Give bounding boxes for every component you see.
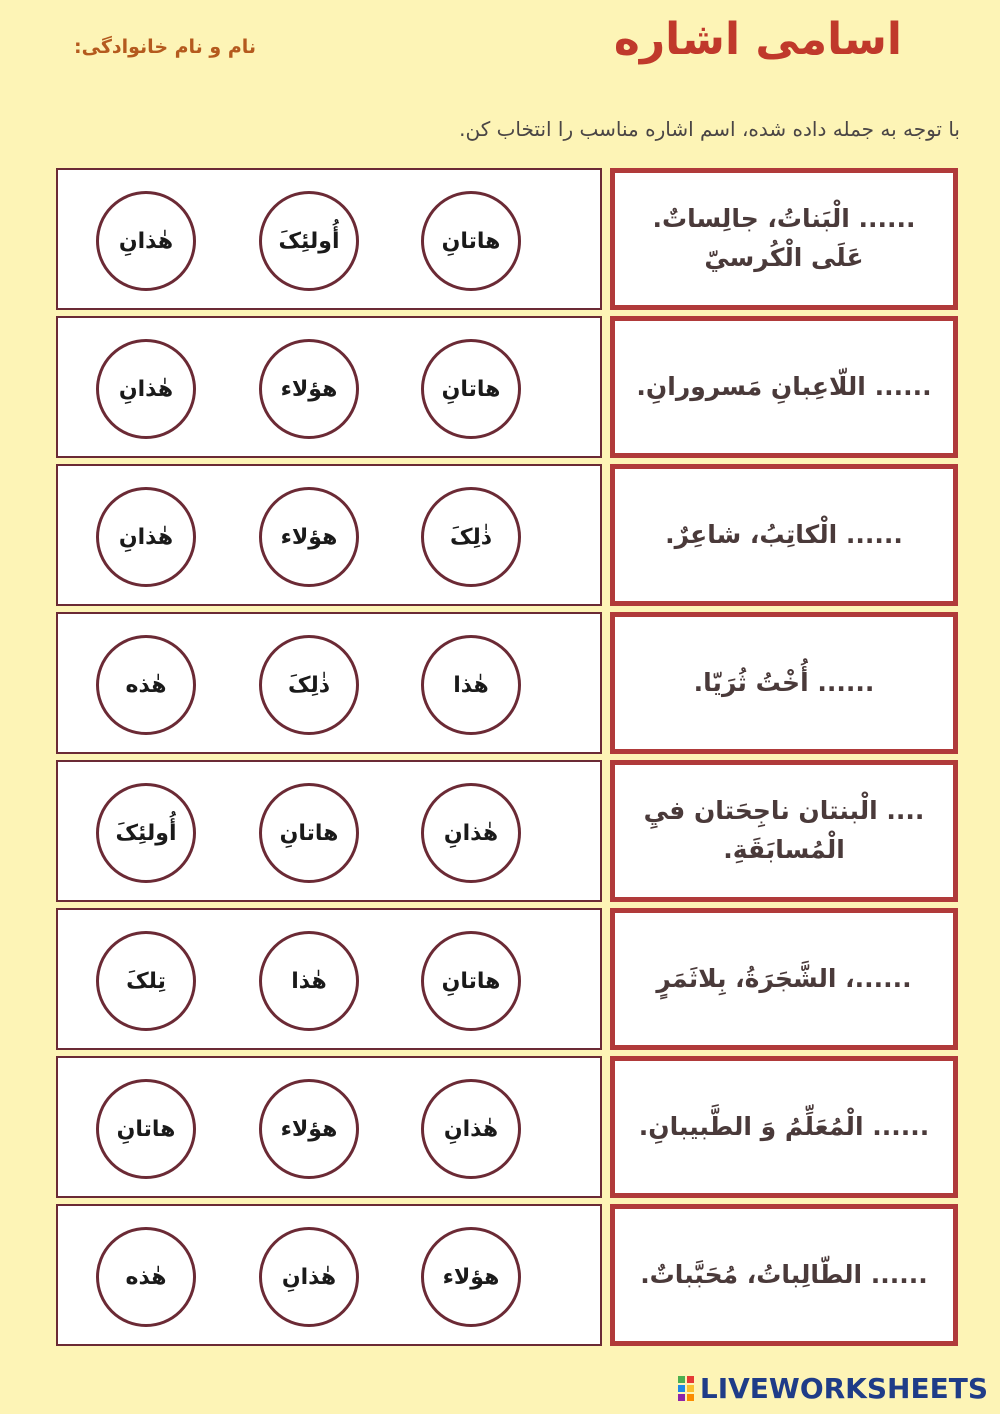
options-box [56,1056,602,1198]
answer-option-circle[interactable]: ذٰلِکَ [421,487,521,587]
answer-option-circle[interactable]: هؤلاء [259,487,359,587]
answer-option-circle[interactable]: هٰذانِ [96,487,196,587]
sentence-text: ...... الْبَناتُ، جالِساتٌ. عَلَی الْکُرسيّ [652,204,916,272]
answer-option-circle[interactable]: هاتانِ [96,1079,196,1179]
sentence-box [610,760,958,902]
sentence-box [610,1056,958,1198]
answer-option-circle[interactable]: ذٰلِکَ [259,635,359,735]
answer-option-circle[interactable]: هٰذانِ [96,339,196,439]
exercise-row [56,908,960,1050]
sentence-text: .... الْبنتان ناجِحَتان فيِ الْمُسابَقَةِ. [643,796,925,864]
sentence-text: ...... الْکاتِبُ، شاعِرٌ. [665,519,903,549]
exercise-row [56,1204,960,1346]
answer-option-circle[interactable]: هٰذانِ [96,191,196,291]
answer-option-circle[interactable]: هٰذانِ [259,1227,359,1327]
options-box [56,908,602,1050]
answer-option-circle[interactable]: أُولئِکَ [96,783,196,883]
sentence-text: ...... أُخْتُ ثُرَیّا. [693,667,875,697]
options-box [56,316,602,458]
answer-option-circle[interactable]: هٰذه [96,1227,196,1327]
sentence-text: ......، الشَّجَرَةُ، بِلاثَمَرٍ [656,963,912,993]
page-title: اسامی اشاره [613,14,902,65]
exercise-row [56,168,960,310]
answer-option-circle[interactable]: أُولئِکَ [259,191,359,291]
options-box [56,612,602,754]
sentence-box [610,612,958,754]
options-box [56,168,602,310]
options-box [56,760,602,902]
sentence-text: ...... الْمُعَلِّمُ وَ الطَّبیبانِ. [638,1111,930,1141]
sentence-box [610,168,958,310]
name-field-label: نام و نام خانوادگی: [74,36,257,58]
sentence-box [610,316,958,458]
answer-option-circle[interactable]: هؤلاء [259,339,359,439]
answer-option-circle[interactable]: هٰذه [96,635,196,735]
liveworksheets-logo-icon [678,1376,694,1401]
exercise-row [56,612,960,754]
sentence-text: ...... اللّاعِبانِ مَسرورانِ. [636,371,932,401]
answer-option-circle[interactable]: هٰذانِ [421,783,521,883]
exercise-row [56,760,960,902]
answer-option-circle[interactable]: هؤلاء [259,1079,359,1179]
answer-option-circle[interactable]: هؤلاء [421,1227,521,1327]
answer-option-circle[interactable]: هٰذا [259,931,359,1031]
instructions-text: با توجه به جمله داده شده، اسم اشاره مناسب را انتخاب کن. [459,117,960,141]
options-box [56,1204,602,1346]
answer-option-circle[interactable]: هاتانِ [421,191,521,291]
sentence-text: ...... الطّالِباتُ، مُحَبَّباتٌ. [640,1259,928,1289]
liveworksheets-logo [678,1372,988,1405]
logo-text: LIVEWORKSHEETS [699,1372,988,1405]
options-box [56,464,602,606]
exercise-row [56,316,960,458]
answer-option-circle[interactable]: هٰذانِ [421,1079,521,1179]
exercise-row [56,1056,960,1198]
answer-option-circle[interactable]: هٰذا [421,635,521,735]
answer-option-circle[interactable]: تِلکَ [96,931,196,1031]
exercise-row [56,464,960,606]
sentence-box [610,1204,958,1346]
sentence-box [610,464,958,606]
sentence-box [610,908,958,1050]
answer-option-circle[interactable]: هاتانِ [421,339,521,439]
answer-option-circle[interactable]: هاتانِ [259,783,359,883]
answer-option-circle[interactable]: هاتانِ [421,931,521,1031]
